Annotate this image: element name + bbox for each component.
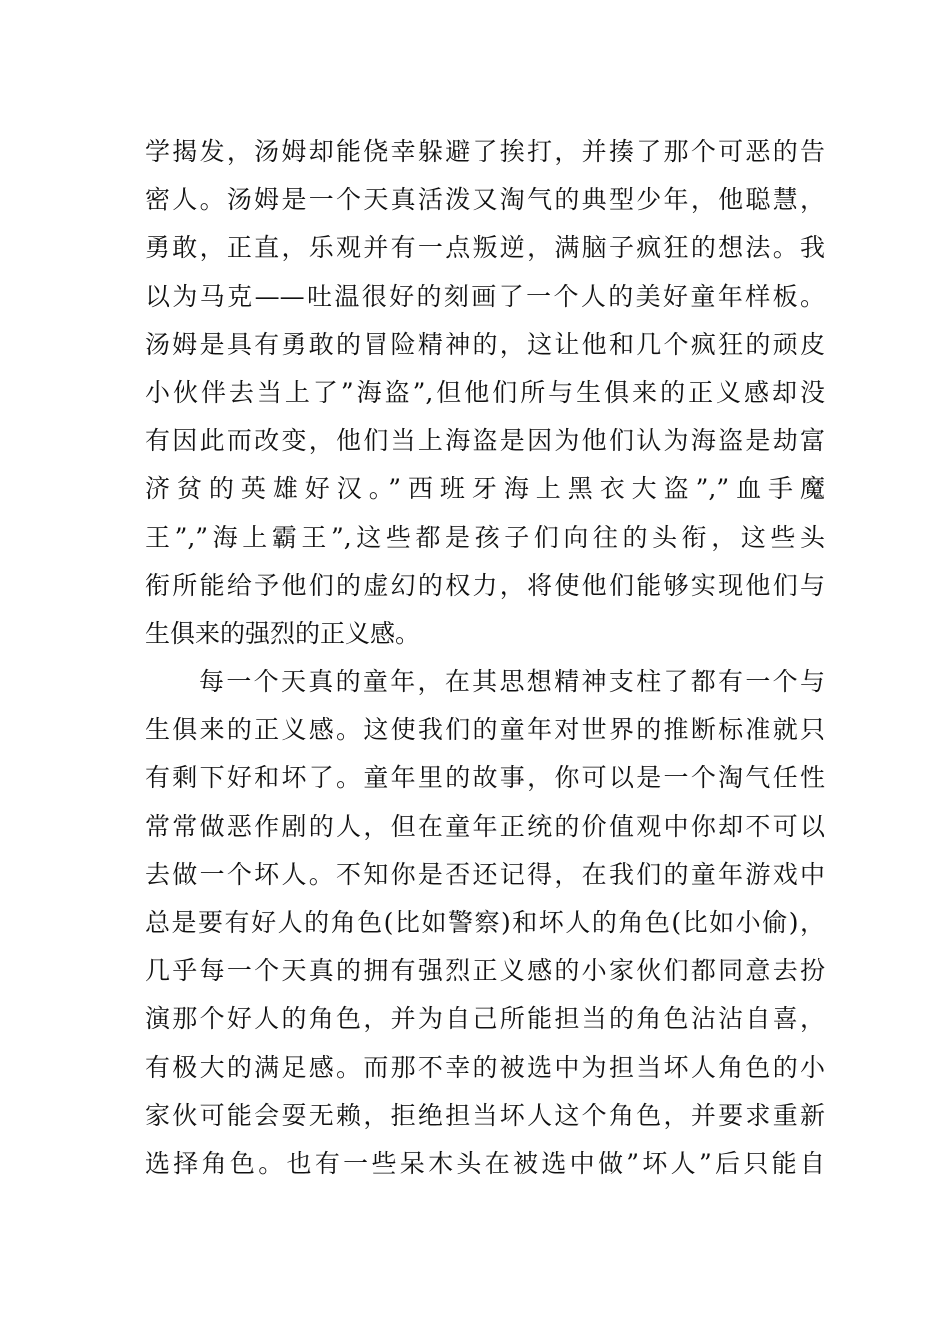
text-line: 衔所能给予他们的虚幻的权力，将使他们能够实现他们与 [145,570,825,600]
text-line: 去做一个坏人。不知你是否还记得，在我们的童年游戏中 [145,859,825,889]
paragraph [145,128,825,658]
text-line: 生俱来的强烈的正义感。 [145,618,421,648]
text-line: 勇敢，正直，乐观并有一点叛逆，满脑子疯狂的想法。我 [145,233,825,263]
text-line: 小伙伴去当上了”海盗”,但他们所与生俱来的正义感却没 [145,377,825,407]
text-line: 选择角色。也有一些呆木头在被选中做”坏人”后只能自 [145,1148,825,1178]
text-line: 生俱来的正义感。这使我们的童年对世界的推断标准就只 [145,715,825,745]
text-line: 常常做恶作剧的人，但在童年正统的价值观中你却不可以 [145,811,825,841]
text-line: 密人。汤姆是一个天真活泼又淘气的典型少年，他聪慧， [145,185,825,215]
text-line: 汤姆是具有勇敢的冒险精神的，这让他和几个疯狂的顽皮 [145,329,825,359]
text-line: 有极大的满足感。而那不幸的被选中为担当坏人角色的小 [145,1052,825,1082]
text-line: 学揭发，汤姆却能侥幸躲避了挨打，并揍了那个可恶的告 [145,137,825,166]
text-line: 每一个天真的童年，在其思想精神支柱了都有一个与 [199,667,825,697]
text-line: 几乎每一个天真的拥有强烈正义感的小家伙们都同意去扮 [145,956,825,986]
text-line: 有剩下好和坏了。童年里的故事，你可以是一个淘气任性 [145,763,825,793]
body-text [145,128,825,1188]
paragraph [145,658,825,1188]
text-line: 总是要有好人的角色(比如警察)和坏人的角色(比如小偷)， [145,908,825,937]
text-line: 家伙可能会耍无赖，拒绝担当坏人这个角色，并要求重新 [145,1100,825,1130]
text-line: 王”,”海上霸王”,这些都是孩子们向往的头衔，这些头 [145,522,825,552]
text-line: 演那个好人的角色，并为自己所能担当的角色沾沾自喜， [145,1004,825,1034]
text-line: 有因此而改变，他们当上海盗是因为他们认为海盗是劫富 [145,426,825,456]
text-line: 以为马克——吐温很好的刻画了一个人的美好童年样板。 [145,281,825,311]
text-line: 济贫的英雄好汉。”西班牙海上黑衣大盗”,”血手魔 [145,474,825,504]
